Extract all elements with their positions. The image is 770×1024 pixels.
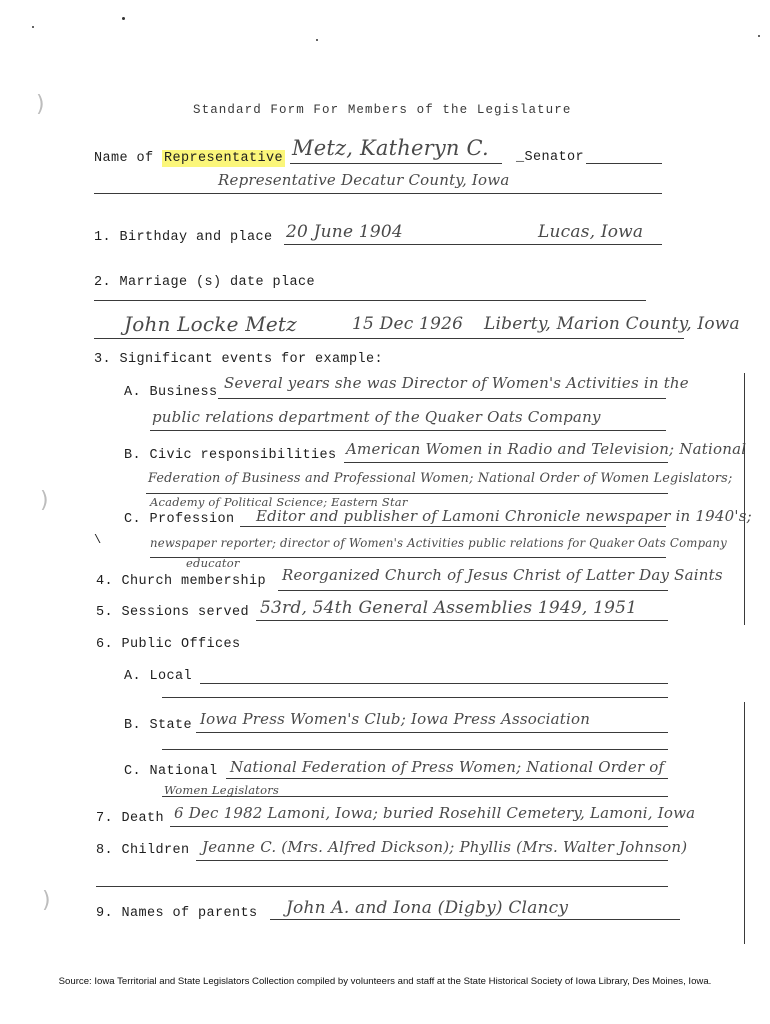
district-value: Representative Decatur County, Iowa <box>218 171 510 189</box>
senator-underline <box>586 163 662 164</box>
church-value: Reorganized Church of Jesus Christ of Latter Day Saints <box>282 566 723 584</box>
scan-margin-mark: ) <box>36 92 45 117</box>
name-label-prefix: Name of <box>94 151 154 166</box>
senator-label: _Senator <box>516 150 585 165</box>
sessions-label: 5. Sessions served <box>96 605 250 620</box>
profession-label: C. Profession <box>124 512 235 527</box>
state-underline-1 <box>196 732 668 733</box>
state-label: B. State <box>124 718 193 733</box>
birthday-place: Lucas, Iowa <box>538 222 644 242</box>
district-underline <box>94 193 662 194</box>
marriage-place: Liberty, Marion County, Iowa <box>484 314 740 334</box>
death-underline <box>170 826 668 827</box>
state-value: Iowa Press Women's Club; Iowa Press Association <box>200 710 591 728</box>
parents-underline <box>270 919 680 920</box>
profession-value-line1: Editor and publisher of Lamoni Chronicle newspaper in 1940's; <box>256 507 752 525</box>
birthday-date: 20 June 1904 <box>286 222 403 242</box>
business-underline-2 <box>150 430 666 431</box>
children-label: 8. Children <box>96 843 190 858</box>
name-underline <box>290 163 502 164</box>
death-label: 7. Death <box>96 811 165 826</box>
children-value: Jeanne C. (Mrs. Alfred Dickson); Phyllis (Mrs. Walter Johnson) <box>202 838 688 856</box>
national-value-line2: Women Legislators <box>164 783 279 797</box>
civic-label: B. Civic responsibilities <box>124 448 337 463</box>
civic-value-line2: Federation of Business and Professional Women; National Order of Women Legislators; <box>148 471 733 486</box>
source-credit: Source: Iowa Territorial and State Legislators Collection compiled by volunteers and staff at the State Historical Society of Iowa Library, Des Moines, Iowa. <box>58 976 712 987</box>
profession-note: educator <box>186 556 240 570</box>
civic-value-line1: American Women in Radio and Television; National <box>346 440 747 458</box>
national-label: C. National <box>124 764 218 779</box>
right-margin-rule-1 <box>744 373 745 625</box>
children-underline-1 <box>196 860 668 861</box>
birthday-label: 1. Birthday and place <box>94 230 273 245</box>
scan-margin-mark: \ <box>94 533 102 547</box>
marriage-underline-2 <box>94 338 684 339</box>
sessions-value: 53rd, 54th General Assemblies 1949, 1951 <box>260 598 638 618</box>
death-value: 6 Dec 1982 Lamoni, Iowa; buried Rosehill Cemetery, Lamoni, Iowa <box>174 804 696 822</box>
sessions-underline <box>256 620 668 621</box>
scan-margin-mark: ) <box>42 888 51 913</box>
church-underline <box>278 590 668 591</box>
national-underline-1 <box>226 778 668 779</box>
local-underline-2 <box>162 697 668 698</box>
marriage-label: 2. Marriage (s) date place <box>94 275 316 290</box>
scan-speck <box>32 26 34 28</box>
profession-underline-1 <box>240 526 666 527</box>
parents-value: John A. and Iona (Digby) Clancy <box>286 898 569 918</box>
civic-underline-2 <box>146 493 668 494</box>
scan-speck <box>758 35 760 37</box>
marriage-date: 15 Dec 1926 <box>352 314 464 334</box>
representative-highlight: Representative <box>164 151 284 166</box>
parents-label: 9. Names of parents <box>96 906 258 921</box>
national-value-line1: National Federation of Press Women; National Order of <box>230 758 665 776</box>
marriage-underline-1 <box>94 300 646 301</box>
national-underline-2 <box>162 796 668 797</box>
events-label: 3. Significant events for example: <box>94 352 384 367</box>
local-underline-1 <box>200 683 668 684</box>
right-margin-rule-2 <box>744 702 745 944</box>
children-underline-2 <box>96 886 668 887</box>
church-label: 4. Church membership <box>96 574 267 589</box>
name-label <box>94 151 285 166</box>
business-value-line1: Several years she was Director of Women's Activities in the <box>224 374 689 392</box>
scan-speck <box>122 17 125 20</box>
form-title: Standard Form For Members of the Legislature <box>193 103 572 117</box>
civic-value-line3: Academy of Political Science; Eastern Star <box>150 495 408 509</box>
scan-speck <box>316 39 318 41</box>
local-label: A. Local <box>124 669 193 684</box>
name-value: Metz, Katheryn C. <box>292 136 489 160</box>
profession-value-line2: newspaper reporter; director of Women's Activities public relations for Quaker Oats Company <box>150 536 727 550</box>
business-value-line2: public relations department of the Quaker Oats Company <box>152 408 601 426</box>
marriage-spouse: John Locke Metz <box>124 312 297 336</box>
business-underline-1 <box>218 398 666 399</box>
civic-underline-1 <box>344 462 668 463</box>
offices-label: 6. Public Offices <box>96 637 241 652</box>
state-underline-2 <box>162 749 668 750</box>
birthday-underline <box>284 244 662 245</box>
scan-margin-mark: ) <box>40 488 49 513</box>
business-label: A. Business <box>124 385 218 400</box>
